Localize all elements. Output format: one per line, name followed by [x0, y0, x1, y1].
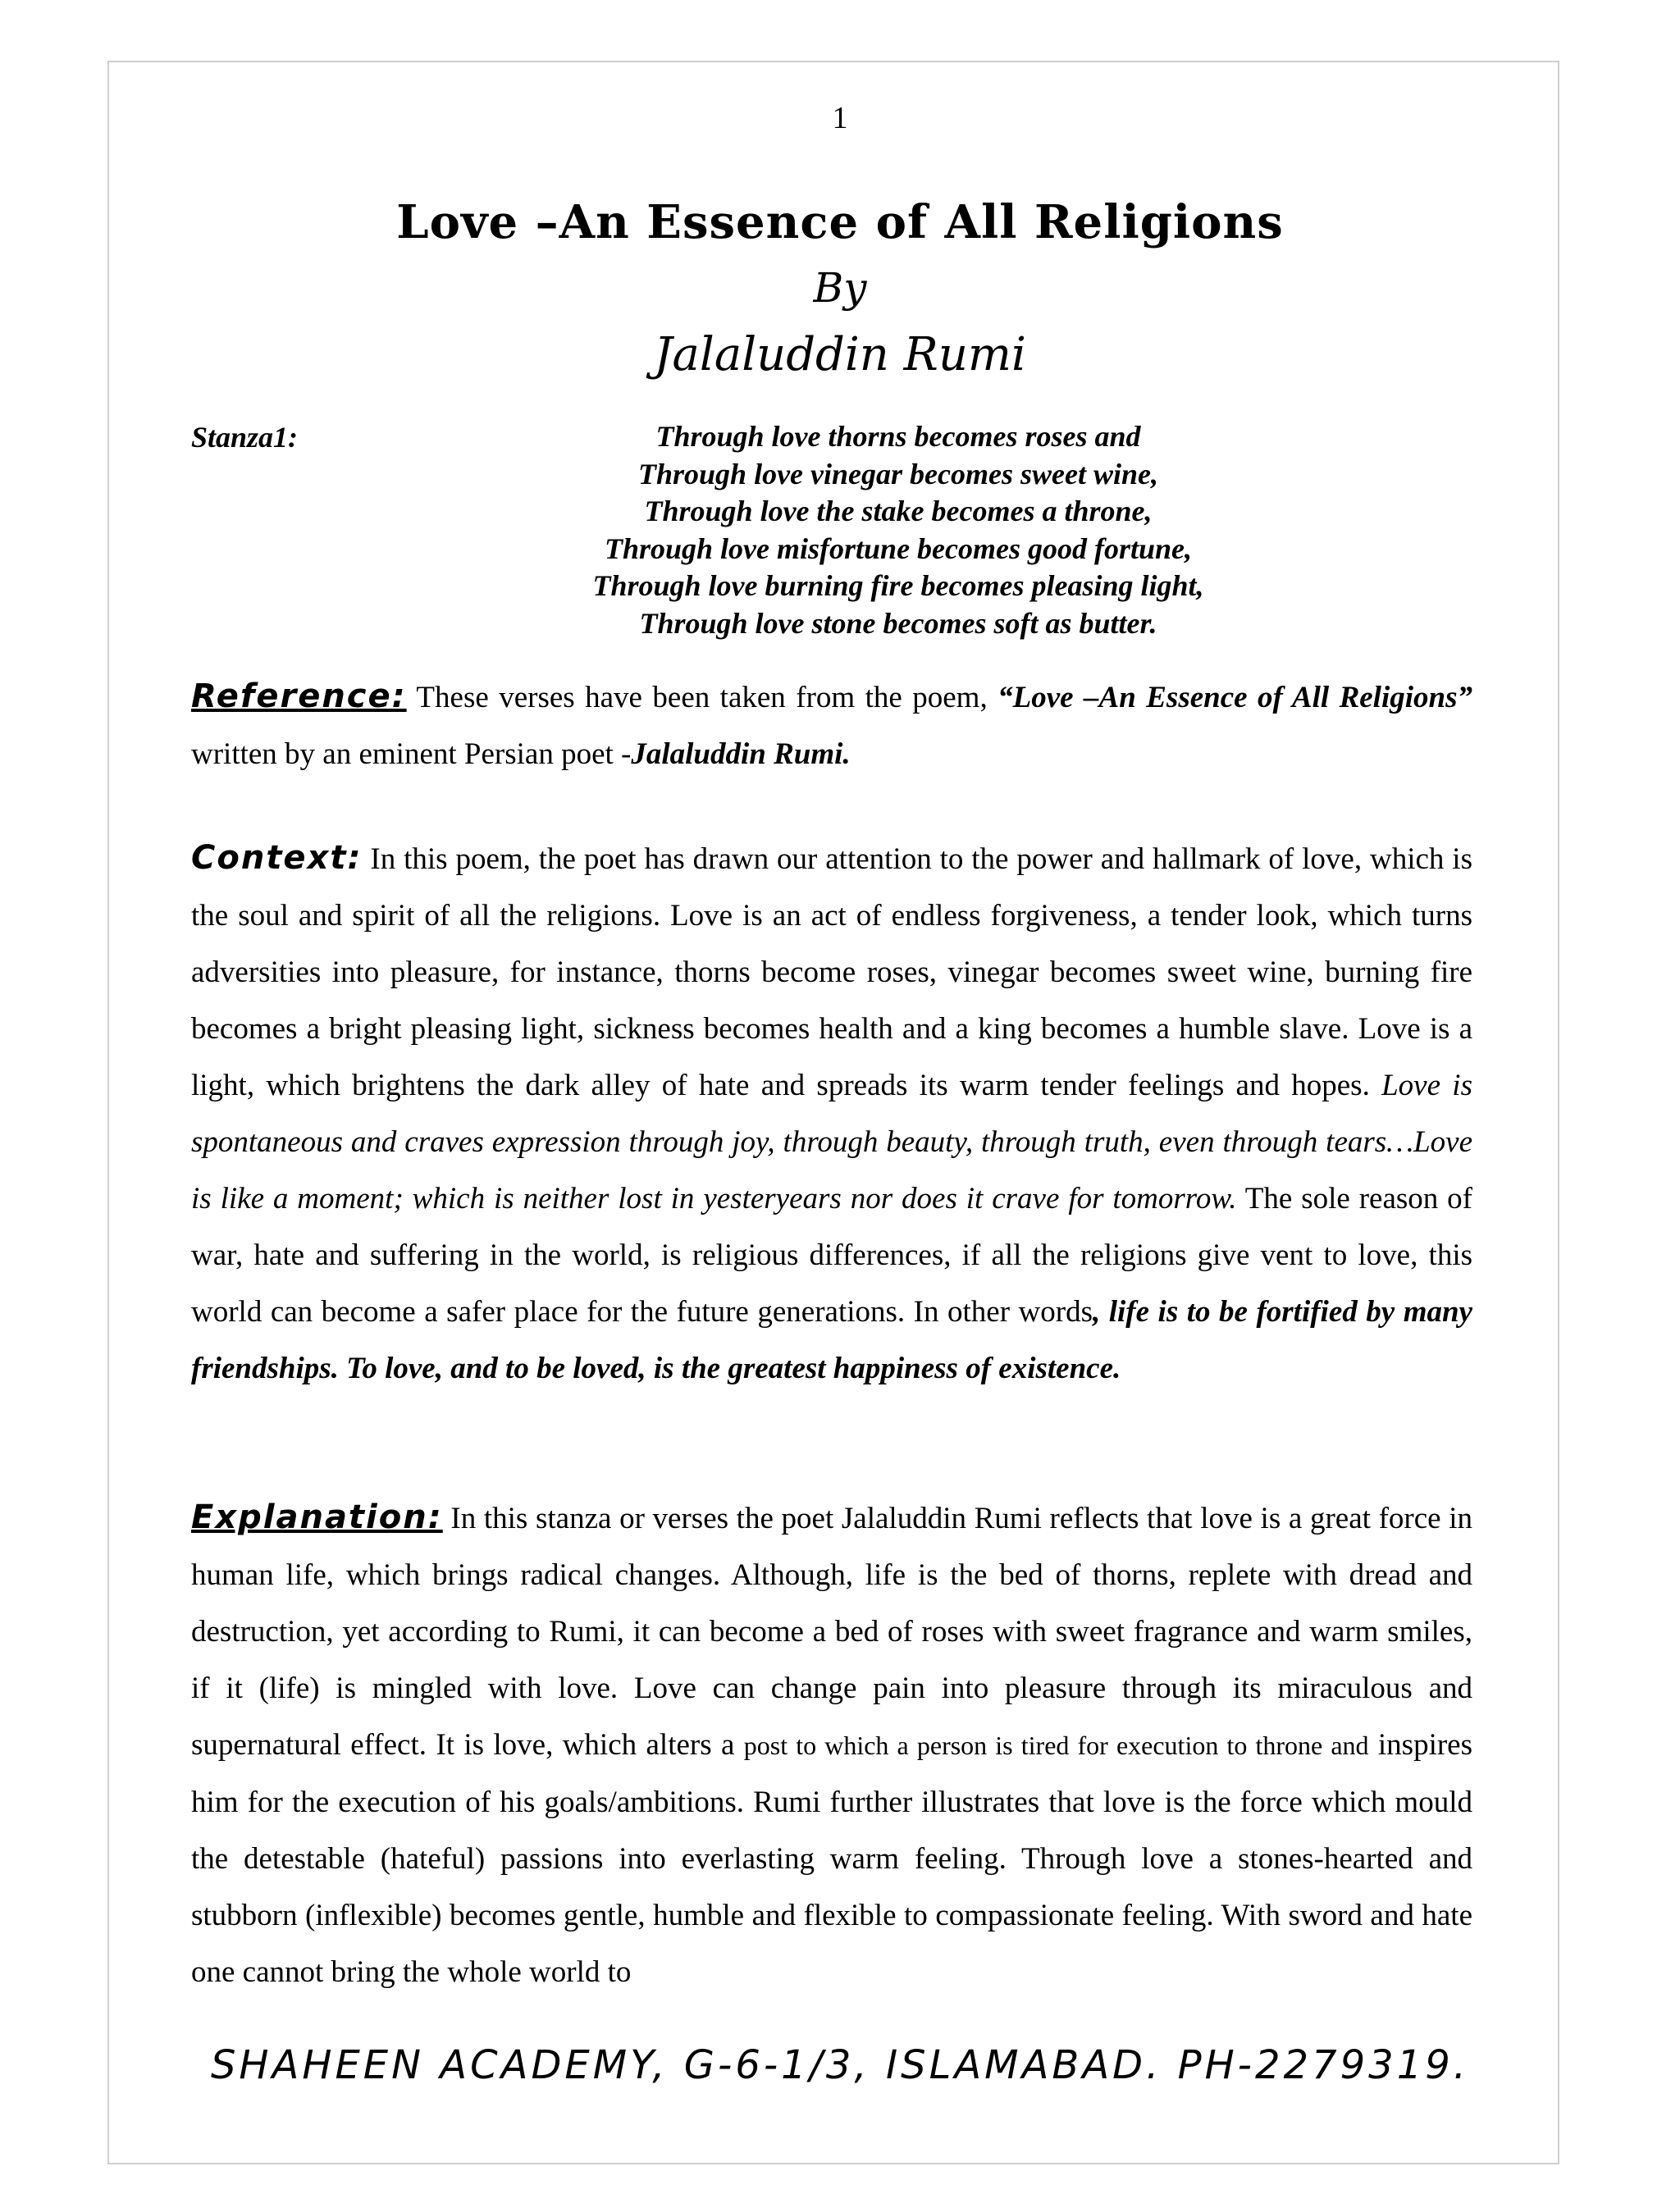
context-paragraph [191, 830, 1472, 1397]
explanation-heading: Explanation: [191, 1498, 443, 1536]
byline: By [813, 264, 867, 312]
reference-paragraph [191, 668, 1472, 782]
stanza [435, 418, 1362, 642]
reference-poet: Jalaluddin Rumi. [631, 737, 851, 771]
explanation-text: In this stanza or verses the poet Jalaluddin Rumi reflects that love is a great force in human life, which brings radical changes. Although, life is the bed of thorns, replete with dread and destruction, yet according to Rumi, it can become a bed of roses with sweet fragrance and warm smiles, if it (life) is mingled with love. Love can change pain into pleasure through its miraculous and supernatural effect. It is love, which alters a [191, 1502, 1472, 1762]
stanza-line: Through love misfortune becomes good fortune, [604, 531, 1193, 565]
context-italic-text: Love is spontaneous and craves expression through joy, through beauty, through truth, even through tears…Love is like a moment; which is neither lost in yesteryears nor does it crave for tomorrow. [191, 1069, 1472, 1215]
reference-poem-title: “Love –An Essence of All Religions” [998, 681, 1472, 714]
context-heading: Context: [191, 839, 363, 877]
context-bold-italic-text: , life is to be fortified by many friendships. To love, and to be loved, is the greatest happiness of existence. [191, 1295, 1472, 1385]
stanza-line: Through love thorns becomes roses and [655, 420, 1141, 453]
stanza-line: Through love the stake becomes a throne, [644, 495, 1153, 527]
context-text: In this poem, the poet has drawn our attention to the power and hallmark of love, which is the soul and spirit of all the religions. Love is an act of endless forgiveness, a tender look, which turns adversities into pleasure, for instance, thorns become roses, vinegar becomes sweet wine, burning fire becomes a bright pleasing light, sickness becomes health and a king becomes a humble slave. Love is a light, which brightens the dark alley of hate and spreads its warm tender feelings and hopes. [191, 842, 1472, 1102]
explanation-paragraph [191, 1489, 1472, 2000]
page-number: 1 [832, 101, 848, 135]
context-text: The sole reason of war, hate and suffering in the world, is religious differences, if all the religions give vent to love, this world can become a safer place for the future generations. In other words [191, 1182, 1472, 1329]
stanza-line: Through love burning fire becomes pleasing light, [592, 569, 1204, 602]
explanation-text: inspires him for the execution of his goals/ambitions. Rumi further illustrates that love is the force which mould the detestable (hateful) passions into everlasting warm feeling. Through love a stones-hearted and stubborn (inflexible) becomes gentle, humble and flexible to compassionate feeling. With sword and hate one cannot bring the whole world to [191, 1728, 1472, 1989]
reference-heading: Reference: [191, 677, 407, 715]
reference-text: written by an eminent Persian poet - [191, 737, 632, 771]
stanza-line: Through love stone becomes soft as butter. [639, 606, 1157, 640]
author-name: Jalaluddin Rumi [654, 328, 1026, 381]
reference-text: These verses have been taken from the poem, [406, 681, 998, 714]
stanza-label: Stanza1: [191, 421, 299, 454]
stanza-line: Through love vinegar becomes sweet wine, [638, 457, 1158, 490]
explanation-small-text: post to which a person is tired for execution to throne and [743, 1731, 1369, 1760]
footer-address: SHAHEEN ACADEMY, G-6-1/3, ISLAMABAD. PH-2279319. [210, 2042, 1470, 2088]
document-title: Love –An Essence of All Religions [396, 195, 1284, 249]
